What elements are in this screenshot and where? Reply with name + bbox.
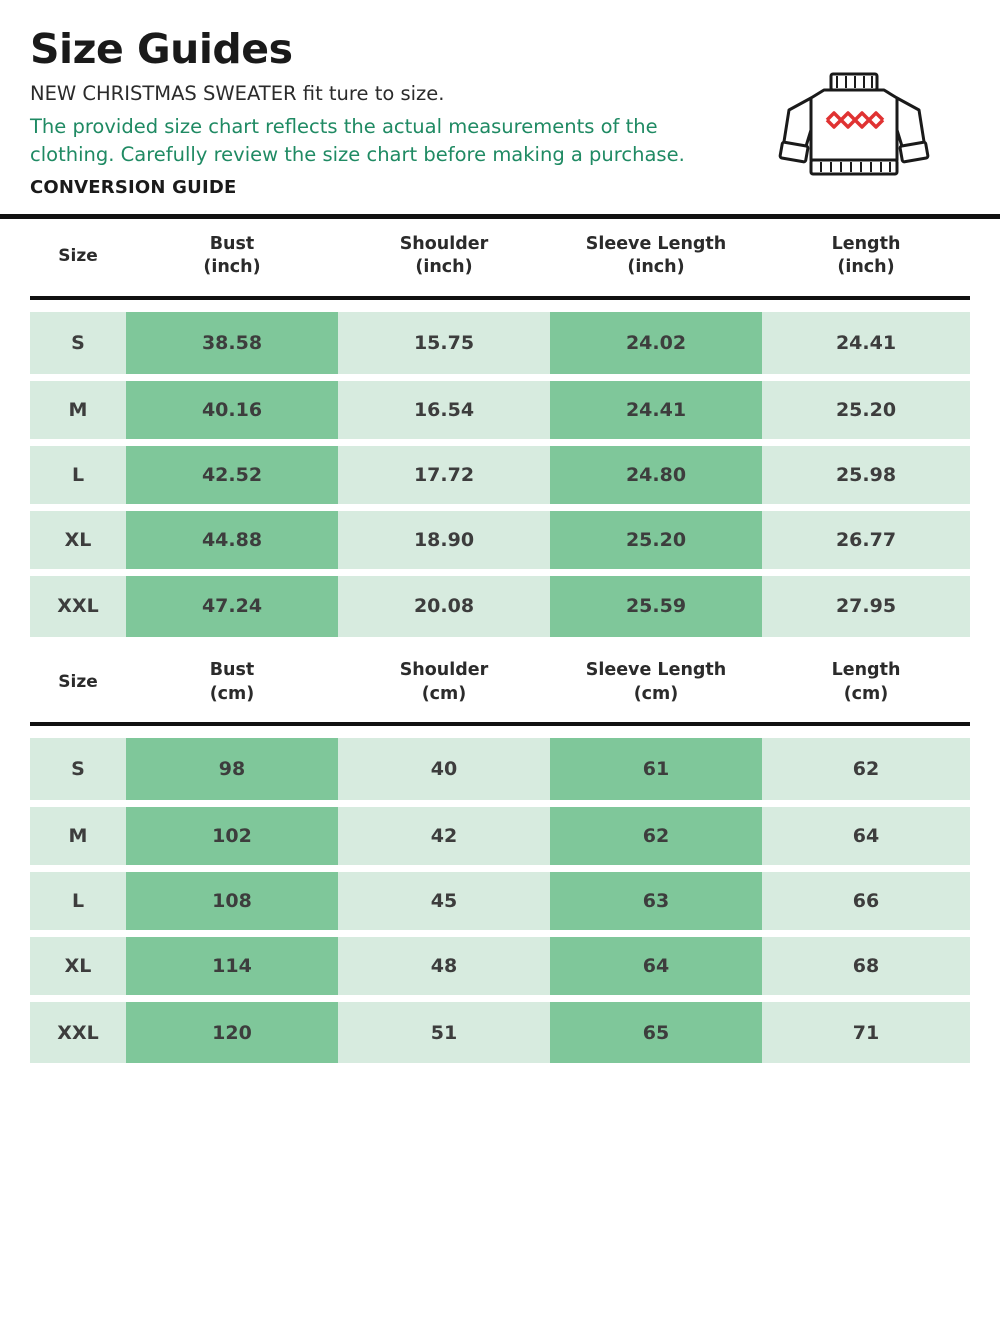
cell-shoulder: 45 xyxy=(338,868,550,933)
cell-size: XXL xyxy=(30,998,126,1063)
fit-note: NEW CHRISTMAS SWEATER fit ture to size. xyxy=(30,82,445,106)
cell-sleeve: 61 xyxy=(550,738,762,803)
header-shoulder-unit: (cm) xyxy=(421,683,467,704)
cell-size: L xyxy=(30,868,126,933)
table-row xyxy=(30,377,970,442)
cell-sleeve: 64 xyxy=(550,933,762,998)
cell-bust: 102 xyxy=(126,803,338,868)
cell-bust: 98 xyxy=(126,738,338,803)
header-length xyxy=(762,645,970,722)
cell-sleeve: 65 xyxy=(550,998,762,1063)
cm-size-table-body xyxy=(30,738,970,1063)
header-shoulder xyxy=(338,645,550,722)
header-bust-label: Bust xyxy=(209,660,255,681)
cell-bust: 47.24 xyxy=(126,572,338,637)
cell-sleeve: 25.59 xyxy=(550,572,762,637)
cell-bust: 38.58 xyxy=(126,312,338,377)
header-sleeve-label: Sleeve Length xyxy=(585,660,727,681)
header-size: Size xyxy=(58,672,98,693)
header-sleeve-unit: (inch) xyxy=(627,257,685,278)
conversion-guide-label: CONVERSION GUIDE xyxy=(30,176,237,198)
cell-sleeve: 24.80 xyxy=(550,442,762,507)
cell-shoulder: 48 xyxy=(338,933,550,998)
header-shoulder-label: Shoulder xyxy=(399,660,489,681)
header-bust xyxy=(126,219,338,296)
header-bust-unit: (inch) xyxy=(203,257,261,278)
cell-bust: 40.16 xyxy=(126,377,338,442)
cell-bust: 44.88 xyxy=(126,507,338,572)
sweater-icon xyxy=(769,68,944,193)
cell-size: M xyxy=(30,803,126,868)
page-header xyxy=(0,0,1000,198)
header-bust-unit: (cm) xyxy=(209,683,255,704)
cm-table-header xyxy=(30,645,970,722)
cell-length: 27.95 xyxy=(762,572,970,637)
cell-shoulder: 17.72 xyxy=(338,442,550,507)
table-row xyxy=(30,442,970,507)
table-row xyxy=(30,572,970,637)
cell-sleeve: 24.02 xyxy=(550,312,762,377)
header-length xyxy=(762,219,970,296)
cell-bust: 108 xyxy=(126,868,338,933)
cell-shoulder: 15.75 xyxy=(338,312,550,377)
cell-shoulder: 18.90 xyxy=(338,507,550,572)
cell-length: 62 xyxy=(762,738,970,803)
table-row xyxy=(30,803,970,868)
header-sleeve xyxy=(550,219,762,296)
cell-shoulder: 16.54 xyxy=(338,377,550,442)
header-sleeve-label: Sleeve Length xyxy=(585,233,727,254)
table-row xyxy=(30,868,970,933)
page-title: Size Guides xyxy=(30,25,293,73)
cell-length: 24.41 xyxy=(762,312,970,377)
size-chart-description: The provided size chart reflects the actual measurements of the clothing. Carefully review the size chart before making a purchase. xyxy=(30,115,685,167)
inch-table-header xyxy=(30,219,970,296)
cell-length: 71 xyxy=(762,998,970,1063)
cell-sleeve: 63 xyxy=(550,868,762,933)
header-length-unit: (cm) xyxy=(843,683,889,704)
inch-size-table xyxy=(30,219,970,296)
cell-length: 64 xyxy=(762,803,970,868)
cell-length: 68 xyxy=(762,933,970,998)
header-bust-label: Bust xyxy=(209,233,255,254)
inch-size-table-body xyxy=(30,312,970,637)
cell-sleeve: 62 xyxy=(550,803,762,868)
cell-bust: 42.52 xyxy=(126,442,338,507)
table-row xyxy=(30,998,970,1063)
cell-size: XXL xyxy=(30,572,126,637)
cell-length: 26.77 xyxy=(762,507,970,572)
cell-shoulder: 51 xyxy=(338,998,550,1063)
table-row xyxy=(30,738,970,803)
cell-shoulder: 40 xyxy=(338,738,550,803)
cell-size: S xyxy=(30,312,126,377)
header-size: Size xyxy=(58,245,98,266)
header-sleeve-unit: (cm) xyxy=(633,683,679,704)
header-shoulder-unit: (inch) xyxy=(415,257,473,278)
header-bust xyxy=(126,645,338,722)
header-length-label: Length xyxy=(831,233,901,254)
cell-bust: 114 xyxy=(126,933,338,998)
cell-size: S xyxy=(30,738,126,803)
cell-size: L xyxy=(30,442,126,507)
cm-size-table xyxy=(30,645,970,722)
table-row xyxy=(30,507,970,572)
cell-size: XL xyxy=(30,933,126,998)
header-length-unit: (inch) xyxy=(837,257,895,278)
cell-shoulder: 20.08 xyxy=(338,572,550,637)
cell-length: 66 xyxy=(762,868,970,933)
table-row xyxy=(30,933,970,998)
header-shoulder xyxy=(338,219,550,296)
header-shoulder-label: Shoulder xyxy=(399,233,489,254)
cell-length: 25.20 xyxy=(762,377,970,442)
cell-shoulder: 42 xyxy=(338,803,550,868)
table-row xyxy=(30,312,970,377)
cell-length: 25.98 xyxy=(762,442,970,507)
cell-sleeve: 25.20 xyxy=(550,507,762,572)
cell-sleeve: 24.41 xyxy=(550,377,762,442)
cell-size: XL xyxy=(30,507,126,572)
cell-bust: 120 xyxy=(126,998,338,1063)
header-length-label: Length xyxy=(831,660,901,681)
cell-size: M xyxy=(30,377,126,442)
header-sleeve xyxy=(550,645,762,722)
